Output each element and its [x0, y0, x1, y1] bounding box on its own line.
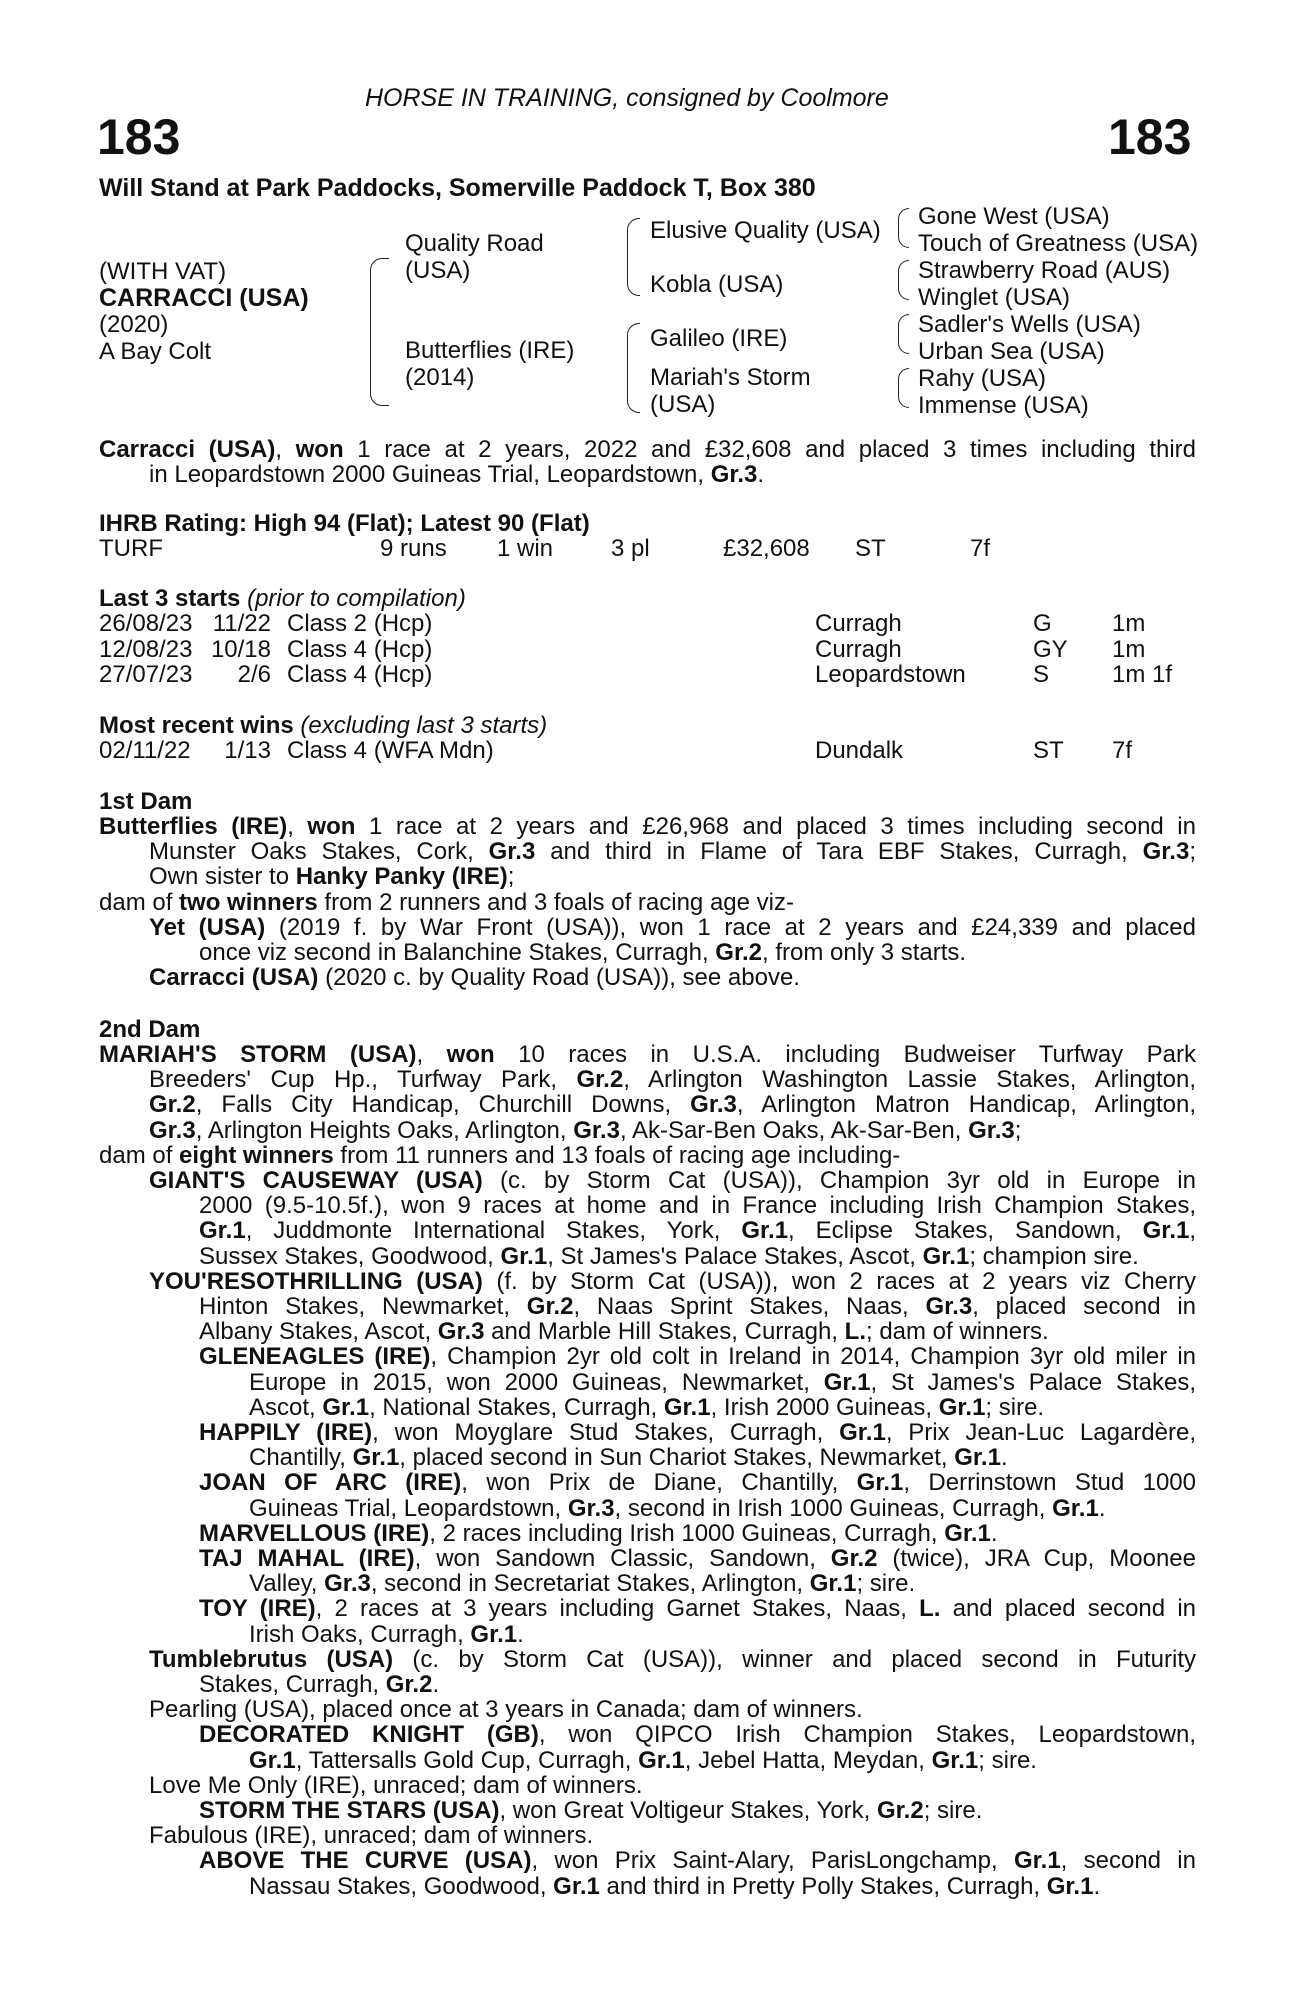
lot-number-right: 183 [1108, 109, 1192, 165]
summary-sep: , [275, 436, 296, 463]
second-dam-line: Breeders' Cup Hp., Turfway Park, Gr.2, Arlington Washington Lassie Stakes, Arlington, [149, 1066, 1197, 1094]
last-start-cls: Class 4 (Hcp) [287, 635, 433, 663]
last-start-date: 27/07/23 [99, 661, 193, 688]
first-dam-line: dam of two winners from 2 runners and 3 foals of racing age viz- [99, 888, 794, 916]
pedigree-brace-g2 [898, 260, 909, 300]
pedigree-brace-dam [627, 323, 640, 413]
bold-text: Gr.2 [576, 1066, 624, 1094]
bold-text: Gr.3 [488, 838, 536, 866]
bold-text: eight winners [179, 1141, 334, 1169]
bold-text: MARIAH'S STORM (USA) [99, 1041, 417, 1068]
second-dam-line: YOU'RESOTHRILLING (USA) (f. by Storm Cat (USA)), won 2 races at 2 years viz Cherry [149, 1267, 1196, 1295]
second-dam-line: Fabulous (IRE), unraced; dam of winners. [149, 1822, 594, 1850]
bold-text: Gr.1 [470, 1620, 518, 1648]
bold-text: Gr.1 [199, 1217, 246, 1245]
second-dam-line: Guineas Trial, Leopardstown, Gr.3, second in Irish 1000 Guineas, Curragh, Gr.1. [249, 1494, 1106, 1522]
last-start-cls: Class 4 (Hcp) [287, 661, 433, 688]
bold-text: Gr.1 [1013, 1847, 1061, 1875]
last-start-dist: 1m [1112, 610, 1146, 637]
bold-text: Gr.3 [925, 1293, 973, 1320]
second-dam-line: STORM THE STARS (USA), won Great Voltigeur Stakes, York, Gr.2; sire. [199, 1797, 983, 1824]
recent-win-cls: Class 4 (WFA Mdn) [287, 737, 494, 764]
last-start-going: G [1033, 610, 1052, 637]
pedigree-brace-g1 [898, 208, 909, 248]
last-start-course: Curragh [815, 610, 902, 637]
bold-text: STORM THE STARS (USA) [199, 1797, 500, 1824]
rating-placed: 3 pl [611, 535, 650, 562]
bold-text: Carracci (USA) [149, 964, 319, 992]
bold-text: Gr.3 [149, 1116, 196, 1144]
bold-text: L. [844, 1318, 866, 1346]
rating-wins: 1 win [497, 535, 554, 562]
bold-text: Gr.1 [931, 1746, 979, 1774]
second-dam-line: TOY (IRE), 2 races at 3 years including Garnet Stakes, Naas, L. and placed second in [199, 1595, 1196, 1623]
bold-text: Gr.1 [954, 1444, 1001, 1472]
summary-record: 1 race at 2 years, 2022 and £32,608 and placed 3 times including third [357, 436, 1197, 463]
bold-text: JOAN OF ARC (IRE) [199, 1469, 462, 1497]
first-dam-line: Own sister to Hanky Panky (IRE); [149, 863, 515, 891]
second-dam-line: Gr.3, Arlington Heights Oaks, Arlington, Gr.3, Ak-Sar-Ben Oaks, Ak-Sar-Ben, Gr.3; [149, 1116, 1022, 1144]
bold-text: Gr.1 [938, 1393, 986, 1421]
gg-dss: Sadler's Wells (USA) [918, 311, 1141, 338]
last-start-dist: 1m [1112, 635, 1146, 663]
last-start-pos: 2/6 [237, 661, 271, 688]
bold-text: GLENEAGLES (IRE) [199, 1343, 431, 1371]
second-dam-line: Valley, Gr.3, second in Secretariat Stakes, Arlington, Gr.1; sire. [249, 1570, 916, 1598]
bold-text: Gr.3 [573, 1116, 620, 1144]
bold-text: Gr.2 [830, 1545, 878, 1572]
bold-text: Gr.1 [1046, 1872, 1094, 1900]
bold-text: ABOVE THE CURVE (USA) [199, 1847, 532, 1875]
second-dam-line: 2000 (9.5-10.5f.), won 9 races at home and in France including Irish Champion Stakes, [199, 1192, 1196, 1220]
first-dam-line: once viz second in Balanchine Stakes, Curragh, Gr.2, from only 3 starts. [199, 939, 967, 966]
dam-sire: Galileo (IRE) [650, 325, 788, 352]
bold-text: Yet (USA) [149, 913, 266, 941]
rating-earnings: £32,608 [723, 535, 810, 562]
recent-wins-note: (excluding last 3 starts) [300, 712, 548, 739]
bold-text: YOU'RESOTHRILLING (USA) [149, 1267, 483, 1295]
bold-text: Hanky Panky (IRE) [295, 863, 508, 891]
last-start-going: GY [1033, 635, 1068, 663]
bold-text: Gr.1 [663, 1393, 711, 1421]
bold-text: Gr.1 [553, 1872, 600, 1900]
bold-text: L. [919, 1595, 941, 1623]
consignment-line: HORSE IN TRAINING, consigned by Coolmore [365, 84, 889, 112]
summary-end: . [757, 461, 765, 488]
last-start-date: 26/08/23 [99, 610, 193, 637]
bold-text: won [307, 813, 356, 840]
stand-location: Will Stand at Park Paddocks, Somerville Paddock T, Box 380 [99, 174, 816, 202]
recent-win-going: ST [1033, 737, 1064, 764]
sire-country: (USA) [405, 257, 471, 284]
summary-won: won [295, 436, 344, 463]
summary-grade: Gr.3 [710, 461, 758, 488]
second-dam-line: GIANT'S CAUSEWAY (USA) (c. by Storm Cat (USA)), Champion 3yr old in Europe in [149, 1167, 1196, 1194]
second-dam-line: Gr.2, Falls City Handicap, Churchill Downs, Gr.3, Arlington Matron Handicap, Arlington, [149, 1091, 1196, 1119]
bold-text: Gr.1 [500, 1242, 548, 1270]
rating-going: ST [855, 535, 886, 562]
first-dam-line: Carracci (USA) (2020 c. by Quality Road (USA)), see above. [149, 964, 800, 992]
pedigree-brace-sire [627, 218, 640, 296]
bold-text: Gr.1 [249, 1746, 296, 1774]
rating-runs: 9 runs [380, 535, 447, 562]
sire-name: Quality Road [405, 230, 544, 257]
last-start-course: Curragh [815, 635, 902, 663]
bold-text: Gr.1 [322, 1393, 370, 1421]
bold-text: Gr.2 [149, 1091, 196, 1119]
last-starts-note: (prior to compilation) [247, 585, 466, 612]
last-start-dist: 1m 1f [1112, 661, 1173, 688]
first-dam-line: Yet (USA) (2019 f. by War Front (USA)), won 1 race at 2 years and £24,339 and placed [149, 913, 1196, 941]
second-dam-line: Nassau Stakes, Goodwood, Gr.1 and third in Pretty Polly Stakes, Curragh, Gr.1. [249, 1872, 1101, 1900]
second-dam-heading: 2nd Dam [99, 1016, 201, 1043]
bold-text: TOY (IRE) [199, 1595, 316, 1623]
bold-text: won [446, 1041, 495, 1068]
second-dam-line: HAPPILY (IRE), won Moyglare Stud Stakes, Curragh, Gr.1, Prix Jean-Luc Lagardère, [199, 1419, 1196, 1446]
bold-text: Gr.3 [437, 1318, 485, 1346]
first-dam-line: Butterflies (IRE), won 1 race at 2 years and £26,968 and placed 3 times including second in [99, 813, 1196, 840]
second-dam-line: Tumblebrutus (USA) (c. by Storm Cat (USA)), winner and placed second in Futurity [149, 1645, 1196, 1673]
last-start-cls: Class 2 (Hcp) [287, 610, 433, 637]
gg-sdd: Winglet (USA) [918, 284, 1071, 311]
bold-text: Gr.1 [839, 1419, 886, 1446]
last-starts-title: Last 3 starts [99, 585, 241, 612]
bold-text: Gr.1 [352, 1444, 400, 1472]
second-dam-line: Pearling (USA), placed once at 3 years in Canada; dam of winners. [149, 1696, 863, 1724]
bold-text: GIANT'S CAUSEWAY (USA) [149, 1167, 483, 1194]
second-dam-line: Gr.1, Tattersalls Gold Cup, Curragh, Gr.1, Jebel Hatta, Meydan, Gr.1; sire. [249, 1746, 1037, 1774]
last-start-course: Leopardstown [815, 661, 966, 688]
horse-description: A Bay Colt [99, 338, 212, 365]
bold-text: Gr.1 [922, 1242, 970, 1270]
bold-text: MARVELLOUS (IRE) [199, 1519, 430, 1547]
bold-text: Butterflies (IRE) [99, 813, 288, 840]
gg-sss: Gone West (USA) [918, 203, 1110, 230]
summary-race: in Leopardstown 2000 Guineas Trial, Leopardstown, [149, 461, 705, 488]
bold-text: HAPPILY (IRE) [199, 1419, 373, 1446]
recent-wins-title: Most recent wins [99, 712, 294, 739]
last-start-date: 12/08/23 [99, 635, 193, 663]
pedigree-brace-main [370, 258, 389, 406]
second-dam-line: MARIAH'S STORM (USA), won 10 races in U.S.A. including Budweiser Turfway Park [99, 1041, 1196, 1068]
horse-name: CARRACCI (USA) [99, 284, 309, 312]
bold-text: two winners [179, 888, 318, 916]
lot-number-left: 183 [97, 109, 181, 165]
dam-name: Butterflies (IRE) [405, 337, 575, 364]
bold-text: Gr.2 [877, 1797, 924, 1824]
gg-dsd: Urban Sea (USA) [918, 338, 1105, 365]
bold-text: TAJ MAHAL (IRE) [199, 1545, 415, 1572]
recent-win-date: 02/11/22 [99, 737, 191, 764]
first-dam-line: Munster Oaks Stakes, Cork, Gr.3 and third in Flame of Tara EBF Stakes, Curragh, Gr.3; [149, 838, 1196, 866]
second-dam-line: MARVELLOUS (IRE), 2 races including Irish 1000 Guineas, Curragh, Gr.1. [199, 1519, 998, 1547]
gg-ddd: Immense (USA) [918, 392, 1089, 419]
dam-dam-name: Mariah's Storm [650, 364, 811, 391]
second-dam-line: Chantilly, Gr.1, placed second in Sun Chariot Stakes, Newmarket, Gr.1. [249, 1444, 1008, 1472]
last-start-pos: 11/22 [212, 610, 271, 637]
recent-wins-heading [99, 712, 547, 740]
first-dam-heading: 1st Dam [99, 788, 193, 815]
second-dam-line: Love Me Only (IRE), unraced; dam of winners. [149, 1771, 643, 1799]
summary-horse-name: Carracci (USA) [99, 436, 276, 463]
bold-text: Gr.3 [690, 1091, 737, 1119]
second-dam-line: Sussex Stakes, Goodwood, Gr.1, St James's Palace Stakes, Ascot, Gr.1; champion sire. [199, 1242, 1139, 1270]
dam-dam-country: (USA) [650, 391, 716, 418]
bold-text: Gr.1 [1052, 1494, 1099, 1522]
bold-text: Gr.3 [324, 1570, 371, 1598]
second-dam-line: Gr.1, Juddmonte International Stakes, York, Gr.1, Eclipse Stakes, Sandown, Gr.1, [199, 1217, 1197, 1245]
bold-text: Gr.1 [856, 1469, 904, 1497]
pedigree-brace-g3 [898, 314, 909, 354]
second-dam-line: Irish Oaks, Curragh, Gr.1. [249, 1620, 524, 1648]
pedigree-brace-g4 [898, 368, 909, 408]
sire-dam: Kobla (USA) [650, 271, 784, 298]
recent-win-course: Dundalk [815, 737, 904, 764]
dam-year: (2014) [405, 364, 475, 391]
last-start-going: S [1033, 661, 1050, 688]
bold-text: Gr.1 [823, 1368, 871, 1396]
bold-text: DECORATED KNIGHT (GB) [199, 1721, 539, 1749]
bold-text: Gr.2 [526, 1293, 574, 1320]
vat-note: (WITH VAT) [99, 258, 227, 285]
rating-distance: 7f [970, 535, 991, 562]
second-dam-line: dam of eight winners from 11 runners and 13 foals of racing age including- [99, 1141, 901, 1169]
second-dam-line: Stakes, Curragh, Gr.2. [199, 1671, 440, 1698]
second-dam-line: DECORATED KNIGHT (GB), won QIPCO Irish Champion Stakes, Leopardstown, [199, 1721, 1196, 1749]
bold-text: Gr.1 [944, 1519, 991, 1547]
recent-win-pos: 1/13 [224, 737, 271, 764]
second-dam-line: Albany Stakes, Ascot, Gr.3 and Marble Hill Stakes, Curragh, L.; dam of winners. [199, 1318, 1049, 1346]
second-dam-line: JOAN OF ARC (IRE), won Prix de Diane, Chantilly, Gr.1, Derrinstown Stud 1000 [199, 1469, 1196, 1497]
rating-surface: TURF [99, 535, 163, 562]
sire-sire: Elusive Quality (USA) [650, 217, 881, 244]
bold-text: Gr.1 [1142, 1217, 1190, 1245]
bold-text: Gr.1 [638, 1746, 685, 1774]
horse-year: (2020) [99, 311, 169, 338]
race-summary-line2 [149, 461, 764, 489]
second-dam-line: ABOVE THE CURVE (USA), won Prix Saint-Alary, ParisLongchamp, Gr.1, second in [199, 1847, 1196, 1875]
bold-text: Gr.1 [809, 1570, 857, 1598]
bold-text: Gr.3 [1142, 838, 1190, 866]
second-dam-line: Europe in 2015, won 2000 Guineas, Newmarket, Gr.1, St James's Palace Stakes, [249, 1368, 1196, 1396]
bold-text: Tumblebrutus (USA) [149, 1645, 394, 1673]
bold-text: Gr.2 [385, 1671, 433, 1698]
second-dam-line: GLENEAGLES (IRE), Champion 2yr old colt in Ireland in 2014, Champion 3yr old miler in [199, 1343, 1196, 1371]
bold-text: Gr.3 [968, 1116, 1015, 1144]
bold-text: Gr.2 [715, 939, 762, 966]
last-starts-heading [99, 585, 466, 613]
gg-dds: Rahy (USA) [918, 365, 1047, 392]
rating-title: IHRB Rating: High 94 (Flat); Latest 90 (Flat) [99, 510, 590, 537]
second-dam-line: Ascot, Gr.1, National Stakes, Curragh, Gr.1, Irish 2000 Guineas, Gr.1; sire. [249, 1393, 1045, 1421]
bold-text: Gr.1 [741, 1217, 789, 1245]
last-start-pos: 10/18 [210, 635, 271, 663]
gg-ssd: Touch of Greatness (USA) [918, 230, 1199, 257]
second-dam-line: TAJ MAHAL (IRE), won Sandown Classic, Sandown, Gr.2 (twice), JRA Cup, Moonee [199, 1545, 1196, 1572]
recent-win-dist: 7f [1112, 737, 1133, 764]
race-summary-line1 [99, 436, 1196, 464]
second-dam-line: Hinton Stakes, Newmarket, Gr.2, Naas Sprint Stakes, Naas, Gr.3, placed second in [199, 1293, 1196, 1320]
bold-text: Gr.3 [567, 1494, 615, 1522]
gg-sds: Strawberry Road (AUS) [918, 257, 1171, 284]
